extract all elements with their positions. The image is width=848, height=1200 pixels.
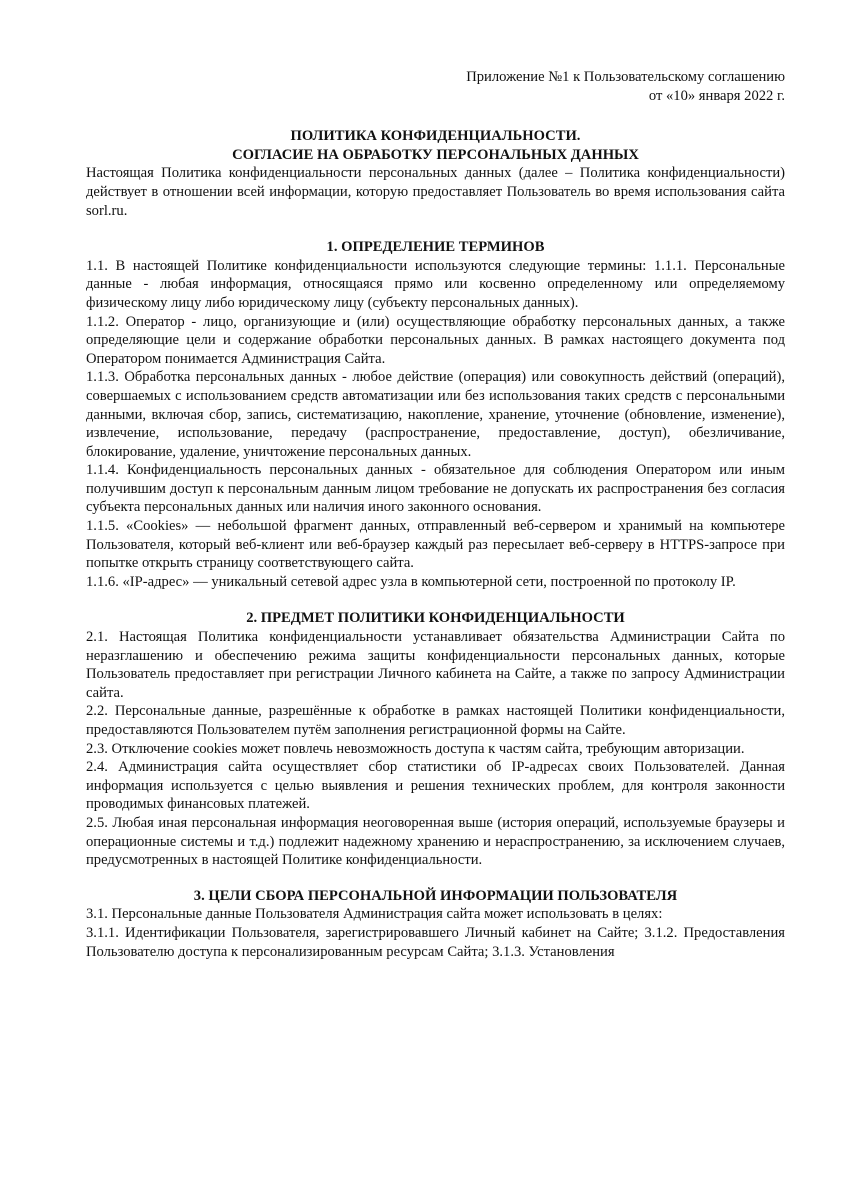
paragraph: 2.4. Администрация сайта осуществляет сбор статистики об IP-адресах своих Пользователей. Данная информация используется с целью выявления и решения технических проблем, для контроля законности проводимых финансовых платежей. <box>86 759 785 813</box>
section-title: 2. ПРЕДМЕТ ПОЛИТИКИ КОНФИДЕНЦИАЛЬНОСТИ <box>246 610 625 627</box>
paragraph: 1.1. В настоящей Политике конфиденциальности используются следующие термины: 1.1.1. Персональные данные - любая информация, относящаяся прямо или косвенно определенному или определяемому физическому лицу либо юридическому лицу (субъекту персональных данных). <box>86 257 785 311</box>
paragraph: 2.1. Настоящая Политика конфиденциальности устанавливает обязательства Администрации Сайта по неразглашению и обеспечению режима защиты конфиденциальности персональных данных, которые Пользователь предоставляет при регистрации Личного кабинета на Сайте, а также по запросу Администрации сайта. <box>86 629 785 701</box>
paragraph: 3.1. Персональные данные Пользователя Администрация сайта может использовать в целях: <box>86 906 663 923</box>
title-line-2: СОГЛАСИЕ НА ОБРАБОТКУ ПЕРСОНАЛЬНЫХ ДАННЫХ <box>232 146 639 163</box>
paragraph: 2.3. Отключение cookies может повлечь невозможность доступа к частям сайта, требующим авторизации. <box>86 740 745 757</box>
paragraph: 1.1.3. Обработка персональных данных - любое действие (операция) или совокупность действий (операций), совершаемых с использованием средств автоматизации или без использования таких средств с персональными данными, включая сбор, запись, систематизацию, накопление, хранение, уточнение (обновление, изменение), извлечение, использование, передачу (распространение, предоставление, доступ), обезличивание, блокирование, удаление, уничтожение персональных данных. <box>86 369 785 460</box>
paragraph: 2.2. Персональные данные, разрешённые к обработке в рамках настоящей Политики конфиденциальности, предоставляются Пользователем путём заполнения регистрационной формы на Сайте. <box>86 703 785 738</box>
paragraph: 2.5. Любая иная персональная информация неоговоренная выше (история операций, используемые браузеры и операционные системы и т.д.) подлежит надежному хранению и нераспространению, за исключением случаев, предусмотренных в настоящей Политике конфиденциальности. <box>86 814 785 869</box>
intro-paragraph: Настоящая Политика конфиденциальности персональных данных (далее – Политика конфиденциальности) действует в отношении всей информации, которую предоставляет Пользователь во время использования сайта sorl.ru. <box>86 165 785 219</box>
paragraph: 3.1.1. Идентификации Пользователя, зарегистрировавшего Личный кабинет на Сайте; 3.1.2. Предоставления Пользователю доступа к персонализированным ресурсам Сайта; 3.1.3. Установления <box>86 924 785 960</box>
paragraph: 1.1.5. «Cookies» — небольшой фрагмент данных, отправленный веб-сервером и хранимый на компьютере Пользователя, который веб-клиент или веб-браузер каждый раз пересылает веб-серверу в HTTPS-запросе при попытке открыть страницу соответствующего сайта. <box>86 518 785 572</box>
appendix-date: от «10» января 2022 г. <box>648 87 785 104</box>
document-title <box>86 127 785 164</box>
paragraph: 1.1.4. Конфиденциальность персональных данных - обязательное для соблюдения Оператором или иным получившим доступ к персональным данным лицом требование не допускать их распространения без согласия субъекта персональных данных или наличия иного законного основания. <box>86 462 785 516</box>
paragraph: 1.1.6. «IP-адрес» — уникальный сетевой адрес узла в компьютерной сети, построенной по протоколу IP. <box>86 573 736 590</box>
paragraph: 1.1.2. Оператор - лицо, организующие и (или) осуществляющие обработку персональных данных, а также определяющие цели и содержание обработки персональных данных. В рамках настоящего документа под Оператором понимается Администрация Сайта. <box>86 313 785 367</box>
appendix-header <box>86 68 785 105</box>
section-title: 1. ОПРЕДЕЛЕНИЕ ТЕРМИНОВ <box>326 239 545 256</box>
appendix-line: Приложение №1 к Пользовательскому соглашению <box>466 69 785 85</box>
title-line-1: ПОЛИТИКА КОНФИДЕНЦИАЛЬНОСТИ. <box>290 128 581 145</box>
section-title: 3. ЦЕЛИ СБОРА ПЕРСОНАЛЬНОЙ ИНФОРМАЦИИ ПОЛЬЗОВАТЕЛЯ <box>193 887 678 904</box>
